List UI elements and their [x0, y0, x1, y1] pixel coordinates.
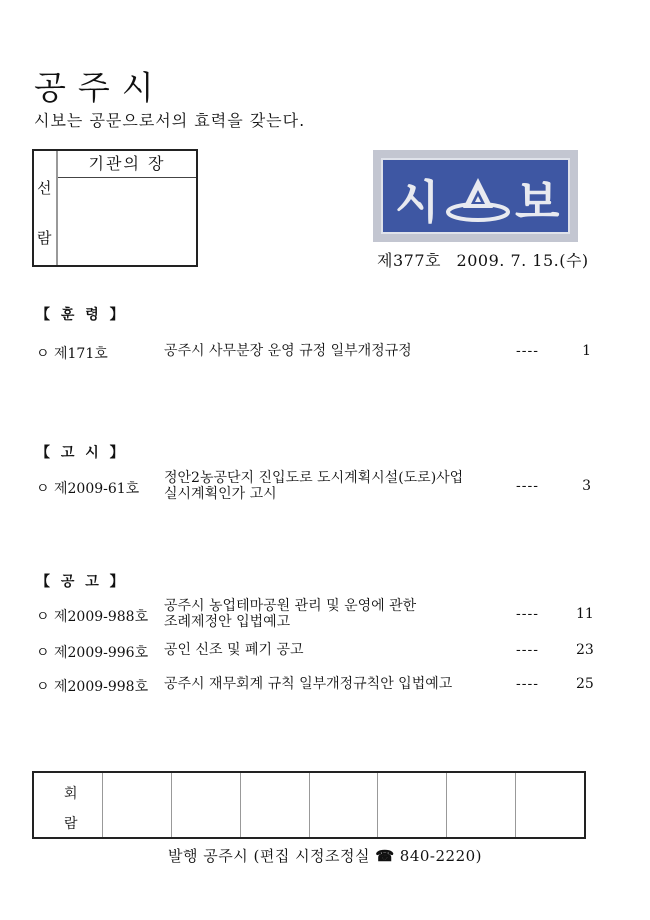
logo-right-char: 보 [515, 175, 560, 229]
entry-leader: ---- [516, 343, 539, 359]
issue-info [377, 248, 589, 271]
overview-box [32, 149, 198, 267]
signature-cell[interactable] [377, 773, 446, 837]
entry-number: ㅇ 제2009-988호 [36, 609, 149, 625]
entry-title-line1: 정안2농공단지 진입도로 도시계획시설(도로)사업 [164, 470, 464, 486]
circulation-label-bottom: 람 [64, 816, 78, 832]
circulation-table [32, 771, 586, 839]
signature-cell[interactable] [240, 773, 309, 837]
entry-title: 공인 신조 및 폐기 공고 [164, 642, 304, 658]
phone-number: 840-2220) [399, 847, 483, 865]
publication-title: 공주시 [34, 68, 166, 107]
issue-date: 2009. 7. 15.(수) [456, 251, 589, 270]
telephone-icon: ☎ [375, 847, 395, 865]
signature-cell[interactable] [171, 773, 240, 837]
entry-title-line2: 실시계획인가 고시 [164, 486, 277, 502]
entry-page: 23 [576, 642, 594, 658]
entry-number: ㅇ 제2009-996호 [36, 645, 149, 661]
entry-leader: ---- [516, 676, 539, 692]
side-label-top: 선 [37, 179, 52, 197]
toc-entry[interactable] [36, 343, 596, 363]
circulation-label [34, 773, 102, 837]
entry-number: ㅇ 제2009-61호 [36, 481, 140, 497]
logo-left-char: 시 [395, 175, 440, 229]
entry-title-line2: 조례제정안 입법예고 [164, 614, 291, 630]
entry-number: ㅇ 제2009-998호 [36, 679, 149, 695]
signature-cell[interactable] [515, 773, 584, 837]
entry-title: 공주시 재무회계 규칙 일부개정규칙안 입법예고 [164, 676, 453, 692]
sibo-logo [373, 150, 578, 242]
circulation-label-top: 회 [64, 786, 78, 802]
signature-cell[interactable] [309, 773, 378, 837]
overview-header: 기관의 장 [58, 151, 196, 178]
entry-leader: ---- [516, 606, 539, 622]
section-heading-announcement: 【 공 고 】 [36, 574, 127, 590]
section-heading-directive: 【 훈 령 】 [36, 307, 127, 323]
toc-entry[interactable] [36, 642, 596, 662]
signature-cell[interactable] [102, 773, 171, 837]
logo-panel [381, 158, 570, 234]
entry-leader: ---- [516, 642, 539, 658]
entry-title: 공주시 사무분장 운영 규정 일부개정규정 [164, 343, 412, 359]
signature-cell[interactable] [446, 773, 515, 837]
publication-subtitle: 시보는 공문으로서의 효력을 갖는다. [34, 111, 306, 130]
entry-title-line1: 공주시 농업테마공원 관리 및 운영에 관한 [164, 598, 417, 614]
publisher-footer [0, 845, 650, 866]
toc-entry[interactable] [36, 676, 596, 696]
issue-number: 제377호 [377, 251, 441, 270]
entry-page: 25 [576, 676, 594, 692]
section-heading-notice: 【 고 시 】 [36, 445, 127, 461]
logo-emblem-icon [445, 174, 511, 224]
toc-entry[interactable] [36, 598, 596, 632]
side-label-bottom: 람 [37, 229, 52, 247]
toc-entry[interactable] [36, 470, 596, 504]
entry-page: 3 [582, 478, 591, 494]
entry-leader: ---- [516, 478, 539, 494]
entry-page: 1 [582, 343, 591, 359]
overview-side-label [34, 151, 58, 265]
entry-number: ㅇ 제171호 [36, 346, 108, 362]
entry-page: 11 [576, 606, 594, 622]
publisher-text: 발행 공주시 (편집 시정조정실 [167, 847, 371, 865]
